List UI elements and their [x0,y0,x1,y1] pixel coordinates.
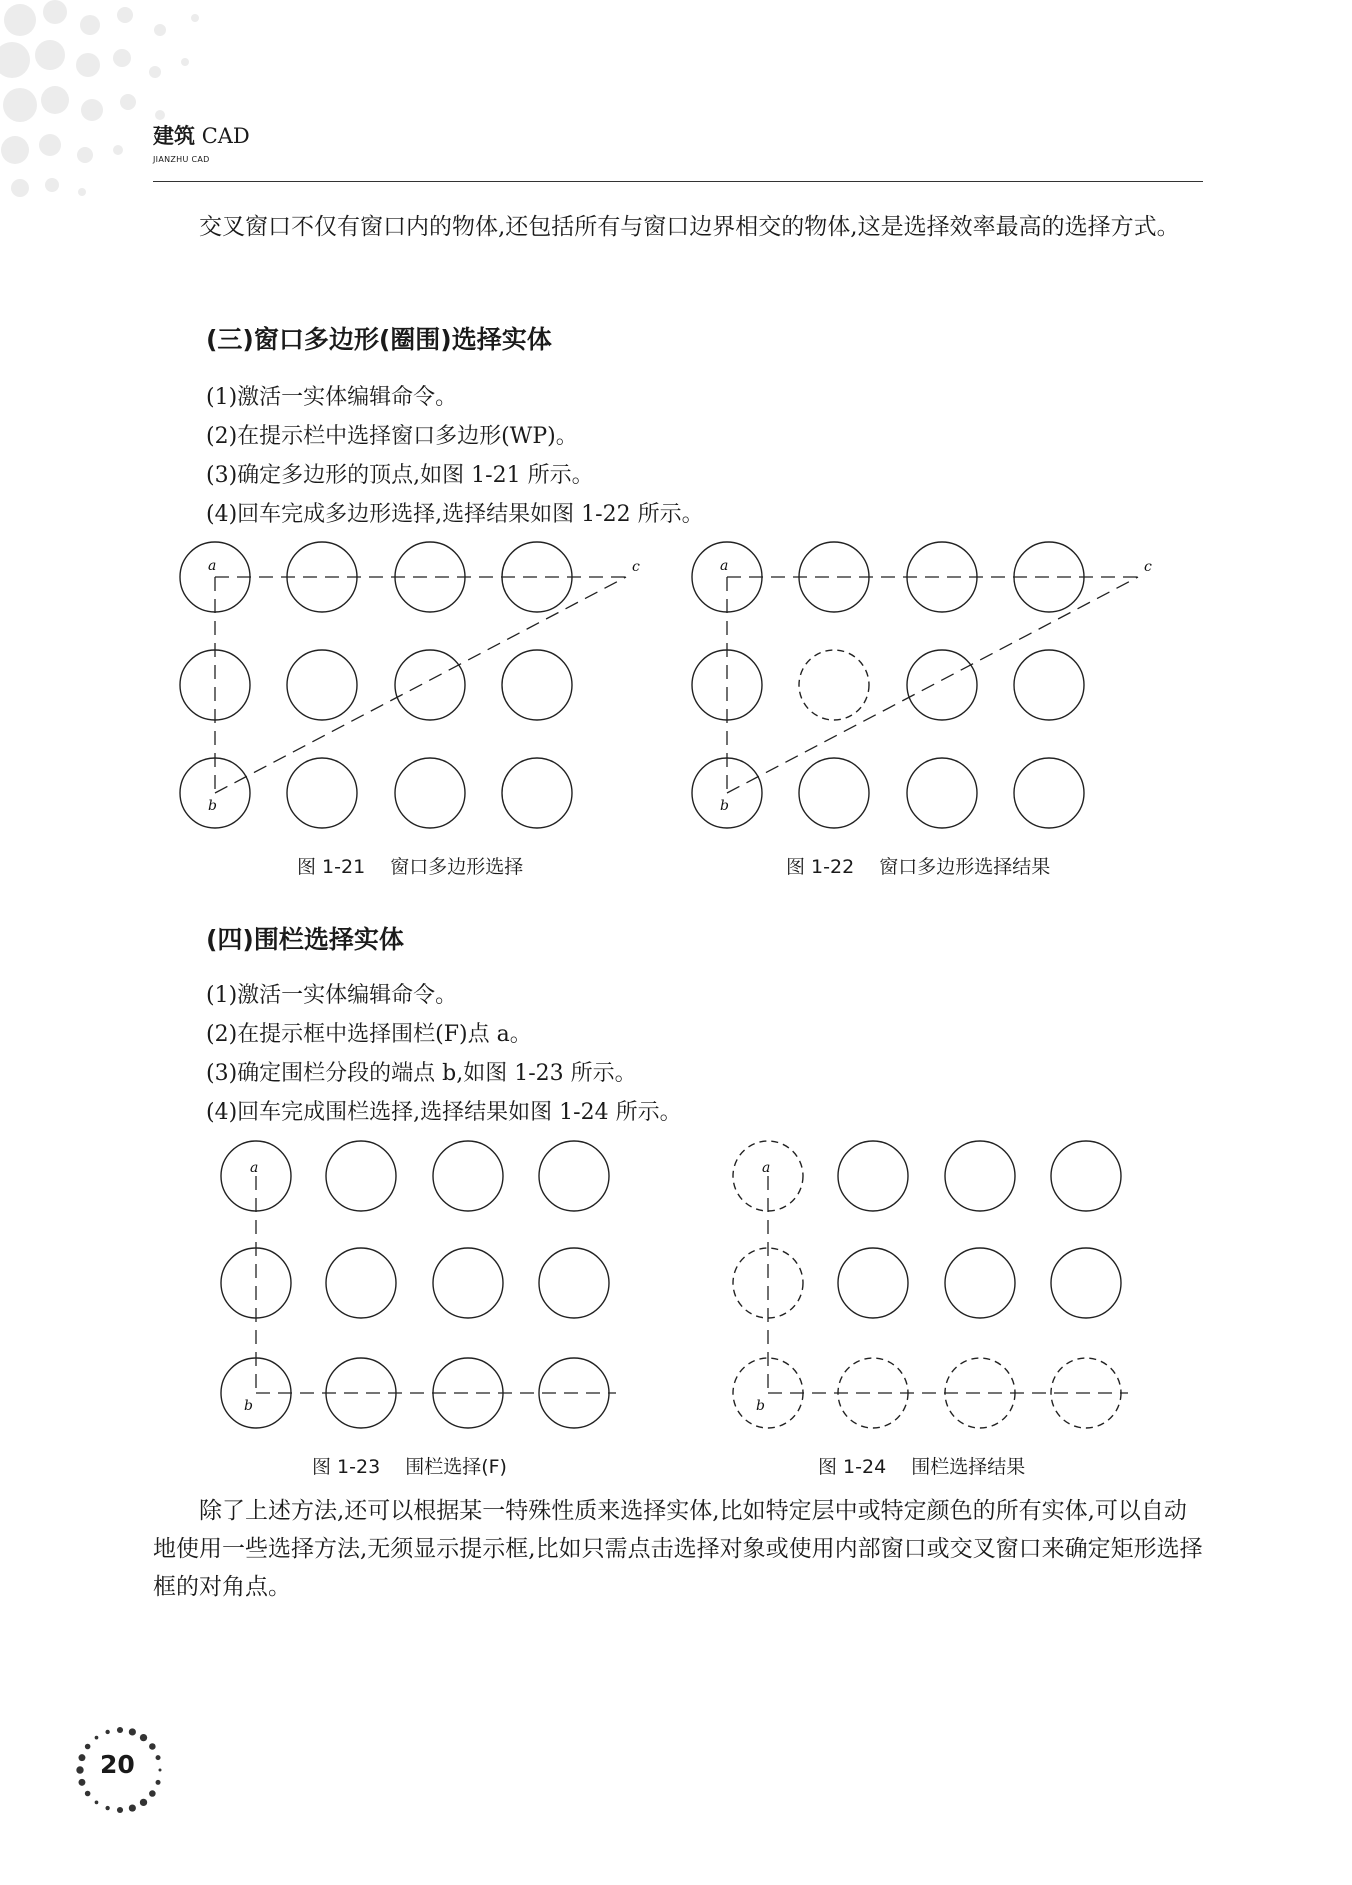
grid-circle [799,758,869,828]
figure-1-22-caption: 图 1-22 窗口多边形选择结果 [786,856,1051,878]
intro-paragraph: 交叉窗口不仅有窗口内的物体,还包括所有与窗口边界相交的物体,这是选择效率最高的选择方式。 [199,214,1180,240]
grid-circle [326,1248,396,1318]
section4-step-1: (1)激活一实体编辑命令。 [206,983,458,1008]
grid-circle [1051,1248,1121,1318]
ring-dot [140,1799,147,1806]
deco-dot [4,4,36,36]
deco-dot [3,88,37,122]
deco-dot [117,7,133,23]
deco-dot [120,94,136,110]
ring-dot [85,1791,91,1797]
grid-circle [433,1248,503,1318]
grid-circle [838,1248,908,1318]
figure-1-22-diagram [692,535,1162,835]
grid-circle [907,758,977,828]
polygon-edge-b-c [215,577,626,793]
ring-dot [78,1779,85,1786]
closing-paragraph: 除了上述方法,还可以根据某一特殊性质来选择实体,比如特定层中或特定颜色的所有实体,可以自动地使用一些选择方法,无须显示提示框,比如只需点击选择对象或使用内部窗口或交叉窗口来确定矩形选择框的对角点。 [153,1498,1203,1600]
section3-step-3: (3)确定多边形的顶点,如图 1-21 所示。 [206,463,594,488]
ring-dot [95,1801,99,1805]
ring-dot [149,1743,156,1750]
grid-circle [907,542,977,612]
grid-circle [799,542,869,612]
ring-dot [149,1790,156,1797]
deco-dot [155,110,165,120]
vertex-label-a: a [720,558,729,574]
ring-dot [129,1728,136,1735]
vertex-label-a: a [762,1160,771,1176]
header-rule [153,181,1203,182]
grid-circle [287,758,357,828]
deco-dot [0,42,30,78]
ring-dot [129,1804,136,1811]
grid-circle [907,650,977,720]
ring-dot [140,1734,147,1741]
vertex-label-a: a [208,558,217,574]
deco-dot [43,0,67,24]
grid-circle [799,650,869,720]
deco-dot [191,14,199,22]
deco-dot [45,178,59,192]
deco-dot [35,40,65,70]
book-title [153,120,250,150]
grid-circle [287,650,357,720]
vertex-label-c: c [632,559,640,575]
grid-circle [1014,650,1084,720]
grid-circle [502,758,572,828]
ring-dot [95,1736,99,1740]
grid-circle [733,1248,803,1318]
grid-circle [395,542,465,612]
ring-dot [156,1780,161,1785]
grid-circle [287,542,357,612]
figure-1-24-caption: 图 1-24 围栏选择结果 [818,1456,1026,1478]
deco-dot [113,145,123,155]
grid-circle [433,1141,503,1211]
ring-dot [159,1769,162,1772]
section3-step-2: (2)在提示栏中选择窗口多边形(WP)。 [206,424,578,449]
section3-step-4: (4)回车完成多边形选择,选择结果如图 1-22 所示。 [206,502,704,527]
deco-dot [181,58,189,66]
vertex-label-b: b [720,798,729,814]
vertex-label-b: b [208,798,217,814]
figure-1-21-diagram [180,535,650,835]
grid-circle [395,758,465,828]
deco-dot [80,15,100,35]
grid-circle [502,650,572,720]
figure-1-23-caption: 图 1-23 围栏选择(F) [312,1456,507,1478]
grid-circle [395,650,465,720]
deco-dot [78,188,86,196]
book-subtitle: JIANZHU CAD [153,155,210,164]
ring-dot [117,1807,123,1813]
grid-circle [945,1141,1015,1211]
grid-circle [221,1248,291,1318]
grid-circle [945,1248,1015,1318]
deco-dot [77,147,93,163]
ring-dot [105,1806,109,1810]
grid-circle [838,1141,908,1211]
grid-circle [326,1358,396,1428]
deco-dot [154,24,166,36]
grid-circle [838,1358,908,1428]
grid-circle [326,1141,396,1211]
deco-dot [1,136,29,164]
deco-dot [11,179,29,197]
deco-dot [81,99,103,121]
grid-circle [539,1248,609,1318]
deco-dot [76,53,100,77]
deco-dot [41,86,69,114]
section3-step-1: (1)激活一实体编辑命令。 [206,385,458,410]
section4-heading: (四)围栏选择实体 [206,925,404,954]
section4-step-4: (4)回车完成围栏选择,选择结果如图 1-24 所示。 [206,1100,682,1125]
page-number: 20 [100,1750,135,1779]
deco-dot [149,66,161,78]
grid-circle [1051,1141,1121,1211]
polygon-edge-b-c [727,577,1138,793]
decorative-dot-pattern [0,0,240,200]
book-title-en: CAD [201,124,250,148]
deco-dot [113,49,131,67]
vertex-label-c: c [1144,559,1152,575]
figure-1-21-caption: 图 1-21 窗口多边形选择 [297,856,524,878]
section3-heading: (三)窗口多边形(圈围)选择实体 [206,325,552,354]
figure-1-24-diagram [718,1128,1158,1438]
section4-step-3: (3)确定围栏分段的端点 b,如图 1-23 所示。 [206,1061,637,1086]
section4-step-2: (2)在提示框中选择围栏(F)点 a。 [206,1022,532,1047]
ring-dot [156,1755,161,1760]
deco-dot [39,134,61,156]
vertex-label-b: b [756,1398,765,1414]
grid-circle [1014,758,1084,828]
figure-1-23-diagram [206,1128,646,1438]
grid-circle [539,1141,609,1211]
ring-dot [76,1766,83,1773]
ring-dot [105,1730,109,1734]
ring-dot [85,1744,91,1750]
ring-dot [117,1727,123,1733]
vertex-label-a: a [250,1160,259,1176]
ring-dot [78,1754,85,1761]
book-title-cn: 建筑 [153,123,195,148]
vertex-label-b: b [244,1398,253,1414]
